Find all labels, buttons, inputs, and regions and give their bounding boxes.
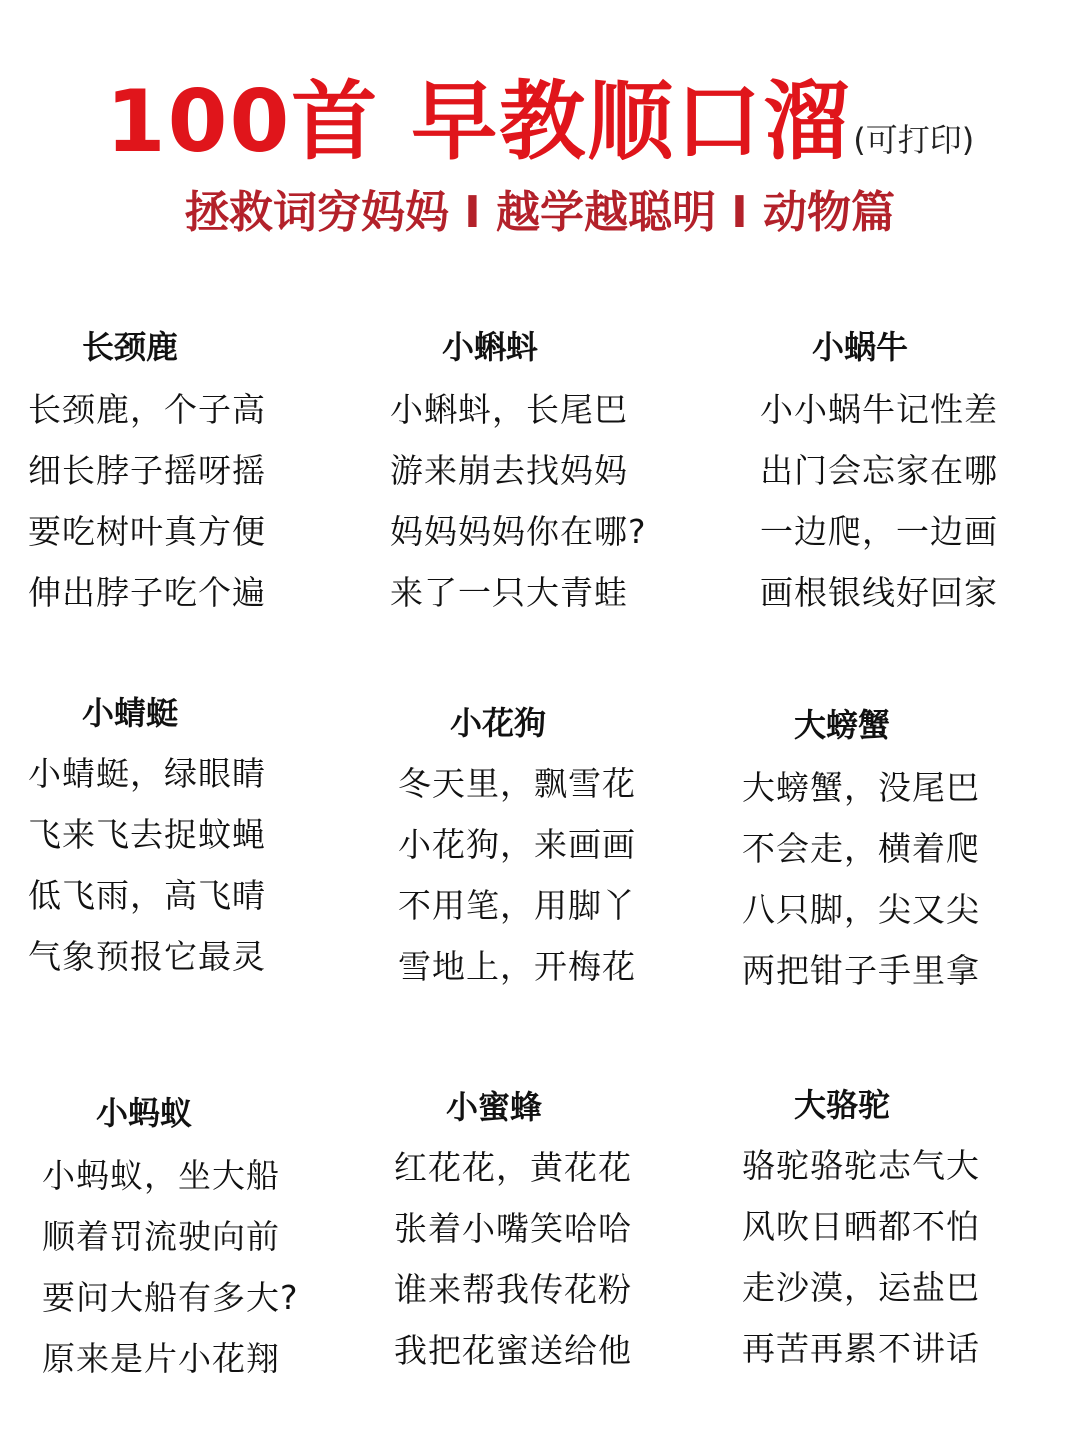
- poem-title: 小蚂蚁: [96, 1094, 193, 1132]
- poem-line: 风吹日晒都不怕: [742, 1207, 980, 1246]
- poem-line: 冬天里，飘雪花: [398, 764, 636, 803]
- poem-line: 出门会忘家在哪: [760, 451, 998, 490]
- poem-line: 飞来飞去捉蚊蝇: [28, 815, 266, 854]
- poem-line: 伸出脖子吃个遍: [28, 573, 266, 612]
- poem-title: 小蜻蜓: [82, 694, 179, 732]
- poem-line: 小小蜗牛记性差: [760, 390, 998, 429]
- poem-card: [742, 1080, 1072, 1380]
- poem-line: 小蚂蚁，坐大船: [42, 1156, 280, 1195]
- poem-line: 八只脚，尖又尖: [742, 890, 980, 929]
- print-note: (可打印): [853, 121, 975, 159]
- poem-line: 来了一只大青蛙: [390, 573, 628, 612]
- poem-line: 顺着罚流驶向前: [42, 1217, 280, 1256]
- poem-line: 骆驼骆驼志气大: [742, 1146, 980, 1185]
- poem-line: 气象预报它最灵: [28, 937, 266, 976]
- poem-line: 小花狗，来画画: [398, 825, 636, 864]
- poem-title: 长颈鹿: [82, 328, 179, 366]
- poem-line: 两把钳子手里拿: [742, 951, 980, 990]
- poem-line: 小蜻蜓，绿眼睛: [28, 754, 266, 793]
- poem-line: 细长脖子摇呀摇: [28, 451, 266, 490]
- header: [0, 0, 1080, 260]
- poem-line: 大螃蟹，没尾巴: [742, 768, 980, 807]
- poem-line: 谁来帮我传花粉: [394, 1270, 632, 1309]
- poem-line: 原来是片小花翔: [42, 1339, 280, 1378]
- poem-title: 小蜜蜂: [446, 1088, 543, 1126]
- poem-card: [28, 688, 358, 988]
- poem-title: 小花狗: [450, 704, 547, 742]
- poem-title: 小蝌蚪: [442, 328, 539, 366]
- poem-card: [28, 322, 358, 622]
- poem-card: [390, 322, 720, 622]
- poem-line: 要吃树叶真方便: [28, 512, 266, 551]
- poem-line: 张着小嘴笑哈哈: [394, 1209, 632, 1248]
- poem-line: 走沙漠，运盐巴: [742, 1268, 980, 1307]
- poem-title: 小蜗牛: [812, 328, 909, 366]
- poem-card: [42, 1088, 372, 1388]
- poem-card: [398, 698, 728, 998]
- poem-card: [742, 700, 1072, 1000]
- poem-card: [394, 1082, 724, 1382]
- page-title: 100首 早教顺口溜: [105, 72, 852, 172]
- poem-line: 再苦再累不讲话: [742, 1329, 980, 1368]
- poem-line: 红花花，黄花花: [394, 1148, 632, 1187]
- poem-line: 游来崩去找妈妈: [390, 451, 628, 490]
- poem-line: 低飞雨，高飞晴: [28, 876, 266, 915]
- poem-line: 妈妈妈妈你在哪?: [390, 512, 647, 551]
- poem-line: 画根银线好回家: [760, 573, 998, 612]
- poem-line: 长颈鹿，个子高: [28, 390, 266, 429]
- poem-line: 要问大船有多大?: [42, 1278, 299, 1317]
- poem-title: 大骆驼: [794, 1086, 891, 1124]
- poem-line: 一边爬，一边画: [760, 512, 998, 551]
- poem-line: 雪地上，开梅花: [398, 947, 636, 986]
- poem-title: 大螃蟹: [794, 706, 891, 744]
- poem-line: 不用笔，用脚丫: [398, 886, 636, 925]
- poem-card: [760, 322, 1080, 622]
- title-row: [0, 52, 1080, 176]
- poem-line: 我把花蜜送给他: [394, 1331, 632, 1370]
- poem-line: 小蝌蚪，长尾巴: [390, 390, 628, 429]
- poem-line: 不会走，横着爬: [742, 829, 980, 868]
- page-subtitle: 拯救词穷妈妈 I 越学越聪明 I 动物篇: [184, 187, 895, 238]
